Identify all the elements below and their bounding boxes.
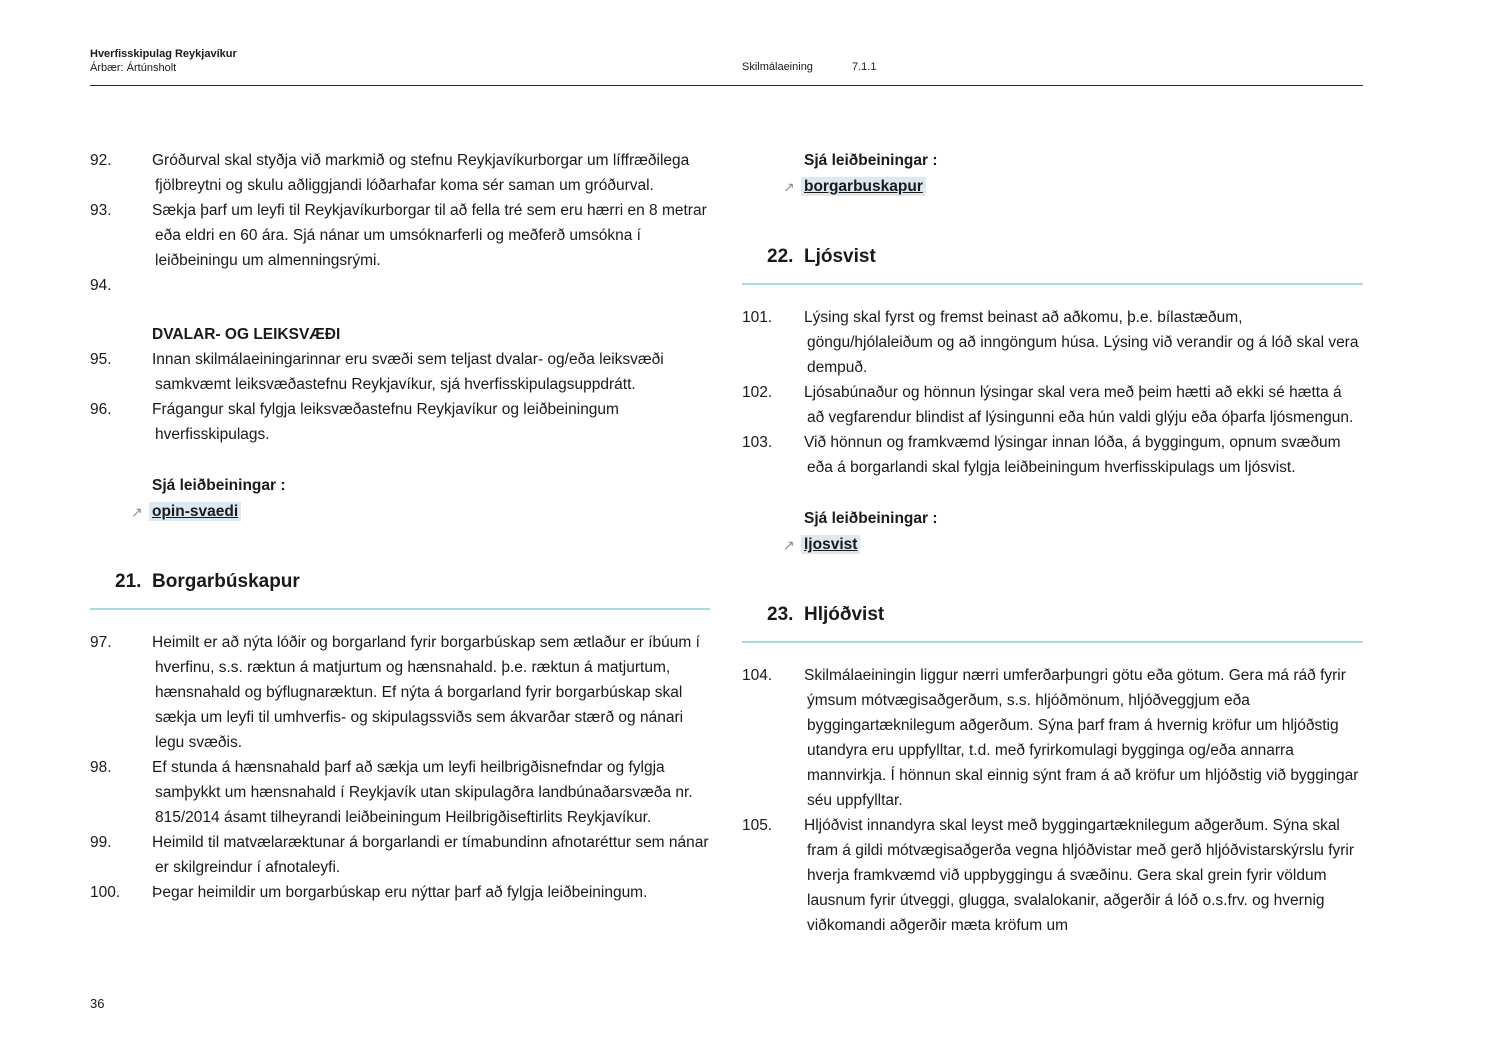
numbered-paragraph <box>742 305 1363 380</box>
numbered-paragraph <box>742 380 1363 430</box>
paragraph-text: Ljósabúnaður og hönnun lýsingar skal vera með þeim hætti að ekki sé hætta á að vegfarendur blindist af lýsingunni eða hún valdi glýju eða óþarfa ljósmengun. <box>804 384 1354 426</box>
section-divider <box>742 283 1363 285</box>
header-left <box>90 47 237 75</box>
numbered-paragraph <box>742 813 1363 938</box>
external-link-icon: ↗ <box>783 537 795 553</box>
paragraph-text: Lýsing skal fyrst og fremst beinast að aðkomu, þ.e. bílastæðum, göngu/hjólaleiðum og að inngöngum húsa. Lýsing við verandir og á lóð skal vera dempuð. <box>804 309 1359 376</box>
section-title: Ljósvist <box>804 246 876 267</box>
numbered-paragraph <box>742 430 1363 480</box>
doc-type-label: Skilmálaeining <box>742 61 813 73</box>
section-heading-row <box>90 570 710 594</box>
section-heading-row <box>742 603 1363 627</box>
section-number: 23. <box>767 604 794 625</box>
section-title: Hljóðvist <box>804 604 885 625</box>
paragraph-text: Heimilt er að nýta lóðir og borgarland fyrir borgarbúskap sem ætlaður er íbúum í hverfinu, s.s. ræktun á matjurtum og hænsnahald. þ.e. ræktun á matjurtum, hænsnahald og býflugnaræktun. Ef nýta á borgarland fyrir borgarbúskap skal sækja um leyfi til umhverfis- og skipulagssviðs sem ákvarðar stærð og nánari legu svæðis. <box>152 634 700 751</box>
numbered-paragraph <box>90 630 710 755</box>
numbered-paragraph <box>90 148 710 198</box>
numbered-paragraph <box>90 273 710 298</box>
guidance-link-row <box>783 174 1363 199</box>
subsection-heading: DVALAR- OG LEIKSVÆÐI <box>152 326 341 343</box>
guidance-link-row <box>783 532 1363 557</box>
guidance-link-row <box>131 499 710 524</box>
numbered-paragraph <box>90 755 710 830</box>
paragraph-number: 96. <box>90 401 112 418</box>
numbered-paragraph <box>90 830 710 880</box>
section-number: 21. <box>115 571 142 592</box>
paragraph-number: 100. <box>90 884 121 901</box>
paragraph-number: 98. <box>90 759 112 776</box>
paragraph-text: Hljóðvist innandyra skal leyst með byggingartæknilegum aðgerðum. Sýna skal fram á gildi mótvægisaðgerða vegna hljóðvistar með gerð hljóðvistarskýrslu fyrir hverja framkvæmd við uppbyggingu á svæðinu. Gera skal grein fyrir völdum lausnum fyrir útveggi, glugga, svalalokanir, aðgerðir á lóð o.s.frv. og hvernig viðkomandi aðgerðir mæta kröfum um <box>804 817 1355 934</box>
paragraph-number: 99. <box>90 834 112 851</box>
paragraph-text: Sækja þarf um leyfi til Reykjavíkurborgar til að fella tré sem eru hærri en 8 metrar eða eldri en 60 ára. Sjá nánar um umsóknarferli og meðferð umsókna í leiðbeiningu um almenningsrými. <box>152 202 707 269</box>
paragraph-text: Skilmálaeiningin liggur nærri umferðarþungri götu eða götum. Gera má ráð fyrir ýmsum mótvægisaðgerðum, s.s. hljóðmönum, hljóðveggjum eða byggingartæknilegum aðgerðum. Sýna þarf fram á hvernig kröfur um hljóðstig utandyra eru uppfylltar, t.d. með fyrirkomulagi bygginga og/eða annarra mannvirkja. Í hönnun skal einnig sýnt fram á að kröfur um hljóðstig við byggingar séu uppfylltar. <box>804 667 1359 809</box>
paragraph-text: Við hönnun og framkvæmd lýsingar innan lóða, á byggingum, opnum svæðum eða á borgarlandi skal fylgja leiðbeiningum hverfisskipulags um ljósvist. <box>804 434 1341 476</box>
paragraph-number: 94. <box>90 277 112 294</box>
paragraph-text: Gróðurval skal styðja við markmið og stefnu Reykjavíkurborgar um líffræðilega fjölbreytni og skulu aðliggjandi lóðarhafar koma sér saman um gróðurval. <box>152 152 690 194</box>
paragraph-text: Ef stunda á hænsnahald þarf að sækja um leyfi heilbrigðisnefndar og fylgja samþykkt um hænsnahald í Reykjavík utan skipulagðra landbúnaðarsvæða nr. 815/2014 ásamt tilheyrandi leiðbeiningum Heilbrigðiseftirlits Reykjavíkur. <box>152 759 693 826</box>
section-number: 22. <box>767 246 794 267</box>
external-link-icon: ↗ <box>783 179 795 195</box>
guidance-label: Sjá leiðbeiningar : <box>804 152 938 169</box>
paragraph-number: 104. <box>742 667 773 684</box>
guidance-link[interactable]: ljosvist <box>801 535 860 554</box>
paragraph-number: 93. <box>90 202 112 219</box>
section-heading-block <box>90 570 710 610</box>
paragraph-number: 103. <box>742 434 773 451</box>
paragraph-number: 102. <box>742 384 773 401</box>
external-link-icon: ↗ <box>131 504 143 520</box>
document-title: Hverfisskipulag Reykjavíkur <box>90 48 237 60</box>
paragraph-text <box>152 273 710 298</box>
paragraph-number: 105. <box>742 817 773 834</box>
page-number: 36 <box>90 996 105 1011</box>
paragraph-number: 101. <box>742 309 773 326</box>
document-subtitle: Árbær: Ártúnsholt <box>90 62 177 74</box>
guidance-block <box>783 148 1363 199</box>
header-divider <box>90 85 1363 86</box>
paragraph-number: 92. <box>90 152 112 169</box>
section-heading-block <box>742 603 1363 643</box>
section-divider <box>742 641 1363 643</box>
paragraph-number: 97. <box>90 634 112 651</box>
paragraph-text: Frágangur skal fylgja leiksvæðastefnu Reykjavíkur og leiðbeiningum hverfisskipulags. <box>152 401 619 443</box>
guidance-block <box>783 506 1363 557</box>
section-divider <box>90 608 710 610</box>
guidance-block <box>131 473 710 524</box>
doc-number: 7.1.1 <box>852 61 877 73</box>
column-right <box>742 148 1363 938</box>
section-heading-block <box>742 245 1363 285</box>
guidance-link[interactable]: opin-svaedi <box>149 502 241 521</box>
numbered-paragraph <box>90 397 710 447</box>
numbered-paragraph <box>90 347 710 397</box>
section-heading-row <box>742 245 1363 269</box>
guidance-link[interactable]: borgarbuskapur <box>801 177 926 196</box>
guidance-label: Sjá leiðbeiningar : <box>804 510 938 527</box>
paragraph-number: 95. <box>90 351 112 368</box>
paragraph-text: Heimild til matvælaræktunar á borgarlandi er tímabundinn afnotaréttur sem nánar er skilgreindur í afnotaleyfi. <box>152 834 709 876</box>
guidance-label: Sjá leiðbeiningar : <box>152 477 286 494</box>
column-left <box>90 148 710 905</box>
numbered-paragraph <box>742 663 1363 813</box>
paragraph-text: Innan skilmálaeiningarinnar eru svæði sem teljast dvalar- og/eða leiksvæði samkvæmt leiksvæðastefnu Reykjavíkur, sjá hverfisskipulagsuppdrátt. <box>152 351 664 393</box>
paragraph-text: Þegar heimildir um borgarbúskap eru nýttar þarf að fylgja leiðbeiningum. <box>152 884 648 901</box>
numbered-paragraph <box>90 198 710 273</box>
numbered-paragraph <box>90 880 710 905</box>
section-title: Borgarbúskapur <box>152 571 300 592</box>
